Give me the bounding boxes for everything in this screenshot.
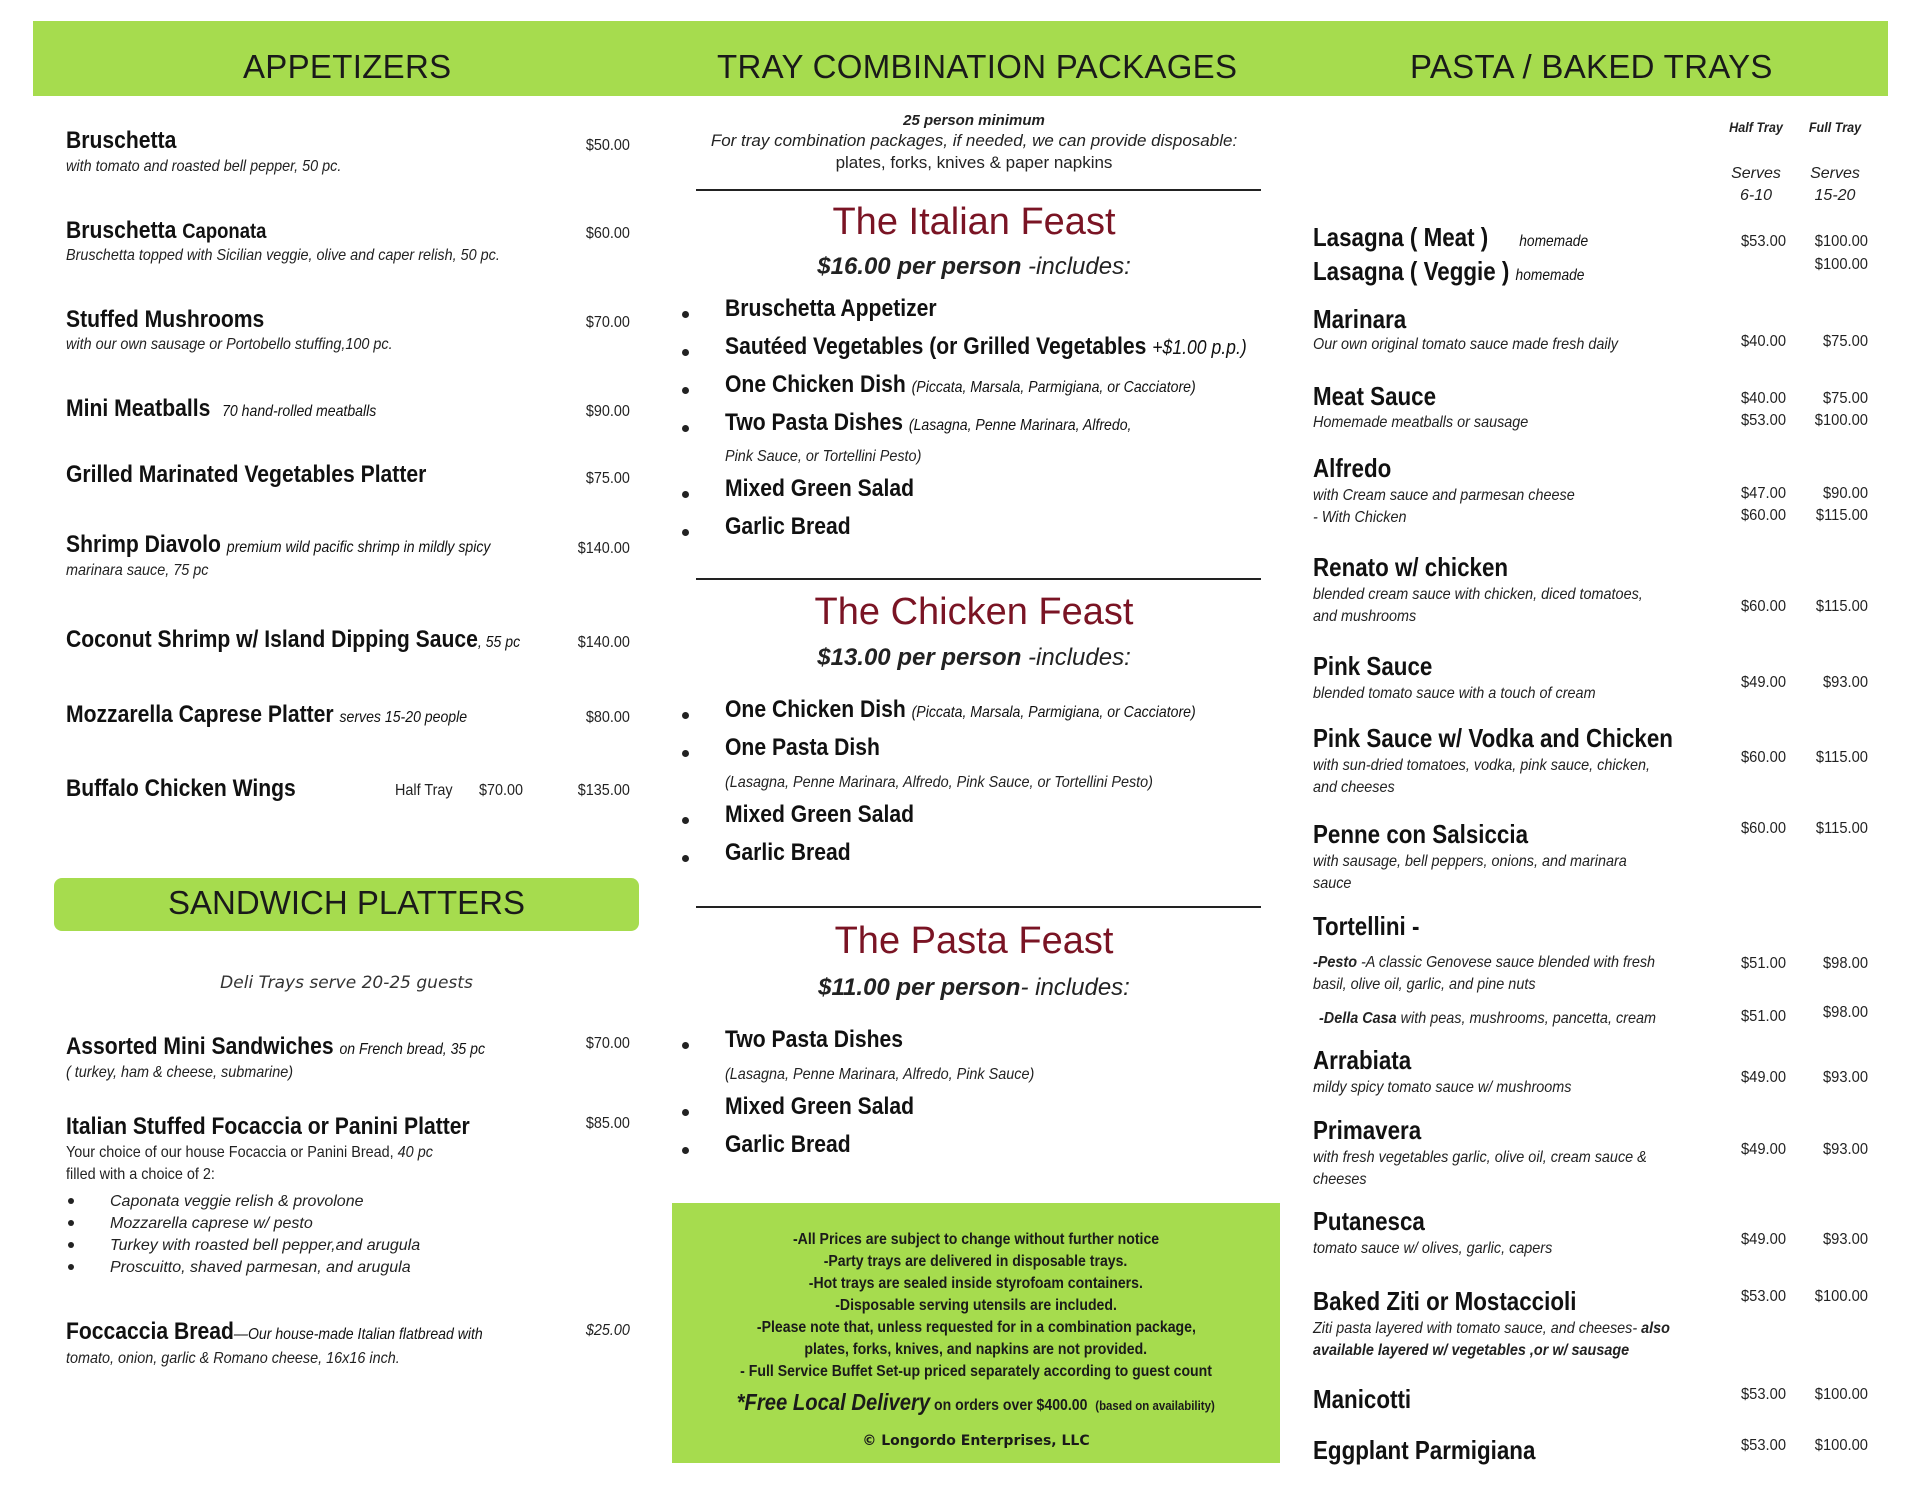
- list-item: Garlic Bread: [725, 839, 851, 866]
- list-item: One Pasta Dish: [725, 734, 880, 761]
- menu-item-desc: marinara sauce, 75 pc: [66, 562, 209, 579]
- divider: [696, 906, 1261, 908]
- deli-note: Deli Trays serve 20-25 guests: [220, 973, 473, 993]
- half-price: $53.00: [1740, 233, 1786, 250]
- menu-item-desc: with Cream sauce and parmesan cheese: [1313, 487, 1575, 504]
- menu-item-name: Marinara: [1313, 304, 1407, 334]
- half-price: $49.00: [1740, 1141, 1786, 1158]
- half-price: $51.00: [1740, 1008, 1786, 1025]
- menu-item-desc: tomato sauce w/ olives, garlic, capers: [1313, 1240, 1553, 1257]
- half-tray-heading: Half Tray: [1729, 119, 1783, 135]
- divider: [696, 578, 1261, 580]
- note-line: -Hot trays are sealed inside styrofoam containers.: [808, 1275, 1144, 1292]
- menu-item-desc: blended tomato sauce with a touch of cream: [1313, 685, 1596, 702]
- half-price: $60.00: [1740, 820, 1786, 837]
- menu-item-desc: with sausage, bell peppers, onions, and marinara: [1313, 853, 1627, 870]
- note-line: -Please note that, unless requested for in a combination package,: [756, 1319, 1196, 1336]
- menu-item-desc: Ziti pasta layered with tomato sauce, and cheeses- also: [1313, 1320, 1670, 1337]
- full-price: $115.00: [1815, 598, 1868, 615]
- list-item-detail: (Lasagna, Penne Marinara, Alfredo, Pink Sauce): [725, 1066, 1035, 1083]
- full-price: $93.00: [1822, 1069, 1868, 1086]
- menu-item-desc: Your choice of our house Focaccia or Panini Bread, 40 pc: [66, 1144, 433, 1161]
- feast-price: $13.00 per person -includes:: [817, 644, 1131, 671]
- menu-item-name: Baked Ziti or Mostaccioli: [1313, 1286, 1577, 1316]
- menu-item-desc: cheeses: [1313, 1171, 1367, 1188]
- full-serves: Serves 15-20: [1810, 165, 1860, 204]
- full-price: $100.00: [1814, 1437, 1868, 1454]
- menu-item-price: $75.00: [585, 470, 630, 487]
- menu-item-price: $140.00: [577, 634, 630, 651]
- full-price: $115.00: [1815, 749, 1868, 766]
- menu-item-name: Eggplant Parmigiana: [1313, 1435, 1536, 1465]
- menu-item-name: Stuffed Mushrooms: [66, 306, 265, 333]
- menu-item-name: Manicotti: [1313, 1384, 1412, 1414]
- bullet-icon: [682, 529, 689, 536]
- tray-header: TRAY COMBINATION PACKAGES: [717, 48, 1238, 85]
- full-price: $100.00: [1814, 412, 1868, 429]
- full-price: $93.00: [1822, 1231, 1868, 1248]
- list-item: One Chicken Dish (Piccata, Marsala, Parmigiana, or Cacciatore): [725, 696, 1196, 723]
- menu-item-desc: Homemade meatballs or sausage: [1313, 414, 1529, 431]
- list-item: Two Pasta Dishes: [725, 1026, 904, 1053]
- menu-item-name: Mozzarella Caprese Platter serves 15-20 people: [66, 701, 468, 728]
- menu-item-price: $90.00: [585, 403, 630, 420]
- menu-item-price: $60.00: [585, 225, 630, 242]
- full-price: $100.00: [1814, 1288, 1868, 1305]
- list-item: One Chicken Dish (Piccata, Marsala, Parmigiana, or Cacciatore): [725, 371, 1196, 398]
- appetizers-header: APPETIZERS: [243, 48, 452, 85]
- full-price: $98.00: [1822, 955, 1868, 972]
- menu-item-name: Lasagna ( Meat ) homemade: [1313, 222, 1589, 252]
- menu-item-name: Mini Meatballs 70 hand-rolled meatballs: [66, 395, 377, 422]
- menu-item-desc: available layered w/ vegetables ,or w/ sausage: [1313, 1342, 1630, 1359]
- list-item: Turkey with roasted bell pepper,and arugula: [110, 1237, 420, 1259]
- full-price: $93.00: [1822, 1141, 1868, 1158]
- feast-title: The Italian Feast: [832, 201, 1116, 243]
- half-price: $60.00: [1740, 507, 1786, 524]
- half-price: $53.00: [1740, 1288, 1786, 1305]
- menu-item-name: Coconut Shrimp w/ Island Dipping Sauce, 55 pc: [66, 626, 521, 653]
- menu-item-name: Assorted Mini Sandwiches on French bread, 35 pc: [66, 1033, 486, 1060]
- half-price: $40.00: [1740, 390, 1786, 407]
- bullet-icon: [682, 491, 689, 498]
- list-item: Caponata veggie relish & provolone: [110, 1193, 420, 1215]
- menu-item-desc: blended cream sauce with chicken, diced tomatoes,: [1313, 586, 1643, 603]
- bullet-icon: [682, 750, 689, 757]
- bullet-icon: [682, 387, 689, 394]
- menu-item-price: $135.00: [577, 782, 630, 799]
- menu-item-name: Italian Stuffed Focaccia or Panini Platter: [66, 1113, 470, 1140]
- note-line: plates, forks, knives, and napkins are not provided.: [804, 1341, 1148, 1358]
- menu-item-desc: -Della Casa with peas, mushrooms, pancetta, cream: [1319, 1010, 1656, 1027]
- menu-item-desc: with our own sausage or Portobello stuffing,100 pc.: [66, 336, 393, 353]
- menu-item-name: Bruschetta Caponata: [66, 217, 267, 244]
- bullet-icon: [68, 1220, 74, 1226]
- list-item: Mozzarella caprese w/ pesto: [110, 1215, 420, 1237]
- menu-item-name: Bruschetta: [66, 127, 177, 154]
- tray-minimum: 25 person minimum: [903, 112, 1045, 129]
- menu-item-desc: sauce: [1313, 875, 1352, 892]
- menu-item-name: Grilled Marinated Vegetables Platter: [66, 461, 427, 488]
- menu-item-name: Tortellini -: [1313, 911, 1420, 941]
- bullet-icon: [682, 712, 689, 719]
- half-tray-price: $70.00: [479, 782, 524, 799]
- list-item: Sautéed Vegetables (or Grilled Vegetables +$1.00 p.p.): [725, 333, 1247, 360]
- bullet-icon: [682, 855, 689, 862]
- menu-item-price: $70.00: [585, 1035, 630, 1052]
- half-price: $53.00: [1740, 1386, 1786, 1403]
- bullet-icon: [682, 1109, 689, 1116]
- menu-item-desc: -Pesto -A classic Genovese sauce blended with fresh: [1313, 954, 1656, 971]
- menu-item-name: Pink Sauce w/ Vodka and Chicken: [1313, 723, 1673, 753]
- half-tray-label: Half Tray: [395, 782, 453, 799]
- tray-intro: plates, forks, knives & paper napkins: [835, 153, 1113, 172]
- menu-item-desc: ( turkey, ham & cheese, submarine): [66, 1064, 294, 1081]
- full-price: $115.00: [1815, 820, 1868, 837]
- list-item: Two Pasta Dishes (Lasagna, Penne Marinara, Alfredo,: [725, 409, 1132, 436]
- list-item-detail: Pink Sauce, or Tortellini Pesto): [725, 448, 922, 465]
- half-price: $60.00: [1740, 749, 1786, 766]
- sandwich-choices: [110, 1193, 420, 1281]
- note-line: -All Prices are subject to change without further notice: [792, 1231, 1160, 1248]
- menu-item-price: $50.00: [585, 137, 630, 154]
- menu-item-desc: Our own original tomato sauce made fresh daily: [1313, 336, 1618, 353]
- menu-item-name: Primavera: [1313, 1115, 1422, 1145]
- list-item: Mixed Green Salad: [725, 475, 914, 502]
- full-tray-heading: Full Tray: [1808, 119, 1862, 135]
- feast-price: $11.00 per person- includes:: [818, 974, 1130, 1001]
- list-item: Bruschetta Appetizer: [725, 295, 937, 322]
- menu-item-name: Shrimp Diavolo premium wild pacific shrimp in mildly spicy: [66, 531, 491, 558]
- half-price: $51.00: [1740, 955, 1786, 972]
- half-price: $49.00: [1740, 1069, 1786, 1086]
- copyright: © Longordo Enterprises, LLC: [862, 1433, 1090, 1449]
- half-price: $53.00: [1740, 412, 1786, 429]
- full-price: $75.00: [1822, 390, 1868, 407]
- list-item-detail: (Lasagna, Penne Marinara, Alfredo, Pink Sauce, or Tortellini Pesto): [725, 774, 1153, 791]
- half-price: $40.00: [1740, 333, 1786, 350]
- menu-item-name: Buffalo Chicken Wings: [66, 775, 296, 802]
- menu-item-name: Pink Sauce: [1313, 651, 1433, 681]
- list-item: Garlic Bread: [725, 513, 851, 540]
- bullet-icon: [68, 1198, 74, 1204]
- bullet-icon: [682, 1042, 689, 1049]
- menu-item-desc: filled with a choice of 2:: [66, 1166, 215, 1183]
- menu-item-desc: tomato, onion, garlic & Romano cheese, 16x16 inch.: [66, 1350, 400, 1367]
- menu-item-desc: and mushrooms: [1313, 608, 1417, 625]
- menu-item-name: Meat Sauce: [1313, 381, 1437, 411]
- note-line: -Party trays are delivered in disposable trays.: [824, 1253, 1128, 1270]
- divider: [696, 189, 1261, 191]
- bullet-icon: [682, 425, 689, 432]
- delivery-note: *Free Local Delivery on orders over $400.00 (based on availability): [736, 1389, 1216, 1415]
- bullet-icon: [682, 349, 689, 356]
- menu-item-name: Foccaccia Bread—Our house-made Italian flatbread with: [66, 1318, 483, 1345]
- menu-item-desc: mildy spicy tomato sauce w/ mushrooms: [1313, 1079, 1572, 1096]
- menu-item-desc: Bruschetta topped with Sicilian veggie, olive and caper relish, 50 pc.: [66, 247, 500, 264]
- feast-price: $16.00 per person -includes:: [817, 253, 1131, 280]
- list-item: Mixed Green Salad: [725, 801, 914, 828]
- half-price: $49.00: [1740, 674, 1786, 691]
- feast-title: The Pasta Feast: [834, 920, 1114, 962]
- bullet-icon: [682, 1147, 689, 1154]
- menu-item-desc: - With Chicken: [1313, 509, 1407, 526]
- bullet-icon: [682, 817, 689, 824]
- list-item: Mixed Green Salad: [725, 1093, 914, 1120]
- menu-item-desc: with fresh vegetables garlic, olive oil, cream sauce &: [1313, 1149, 1647, 1166]
- half-price: $49.00: [1740, 1231, 1786, 1248]
- menu-item-price: $25.00: [585, 1322, 630, 1339]
- full-price: $115.00: [1815, 507, 1868, 524]
- menu-item-name: Lasagna ( Veggie ) homemade: [1313, 256, 1585, 286]
- menu-item-price: $85.00: [585, 1115, 630, 1132]
- menu-item-price: $140.00: [577, 540, 630, 557]
- menu-item-desc: and cheeses: [1313, 779, 1395, 796]
- bullet-icon: [68, 1242, 74, 1248]
- feast-title: The Chicken Feast: [814, 591, 1134, 633]
- list-item: Garlic Bread: [725, 1131, 851, 1158]
- bullet-icon: [68, 1264, 74, 1270]
- full-price: $100.00: [1814, 233, 1868, 250]
- menu-item-name: Alfredo: [1313, 453, 1392, 483]
- note-line: -Disposable serving utensils are included.: [835, 1297, 1117, 1314]
- full-price: $75.00: [1822, 333, 1868, 350]
- half-price: $47.00: [1740, 485, 1786, 502]
- menu-item-name: Penne con Salsiccia: [1313, 819, 1529, 849]
- menu-item-name: Arrabiata: [1313, 1045, 1412, 1075]
- note-line: - Full Service Buffet Set-up priced separately according to guest count: [740, 1363, 1212, 1380]
- full-price: $98.00: [1822, 1004, 1868, 1021]
- list-item: Proscuitto, shaved parmesan, and arugula: [110, 1259, 420, 1281]
- tray-intro: For tray combination packages, if needed, we can provide disposable:: [710, 131, 1238, 150]
- half-price: $60.00: [1740, 598, 1786, 615]
- half-price: $53.00: [1740, 1437, 1786, 1454]
- menu-item-desc: with tomato and roasted bell pepper, 50 pc.: [66, 158, 342, 175]
- full-price: $93.00: [1822, 674, 1868, 691]
- full-price: $100.00: [1814, 1386, 1868, 1403]
- menu-item-desc: basil, olive oil, garlic, and pine nuts: [1313, 976, 1536, 993]
- menu-item-name: Putanesca: [1313, 1206, 1425, 1236]
- menu-item-desc: with sun-dried tomatoes, vodka, pink sauce, chicken,: [1313, 757, 1650, 774]
- full-price: $100.00: [1814, 256, 1868, 273]
- menu-item-name: Renato w/ chicken: [1313, 552, 1509, 582]
- menu-item-price: $70.00: [585, 314, 630, 331]
- pasta-header: PASTA / BAKED TRAYS: [1410, 48, 1773, 85]
- menu-item-price: $80.00: [585, 709, 630, 726]
- sandwich-header: SANDWICH PLATTERS: [168, 884, 525, 921]
- bullet-icon: [682, 311, 689, 318]
- half-serves: Serves 6-10: [1731, 165, 1781, 204]
- full-price: $90.00: [1822, 485, 1868, 502]
